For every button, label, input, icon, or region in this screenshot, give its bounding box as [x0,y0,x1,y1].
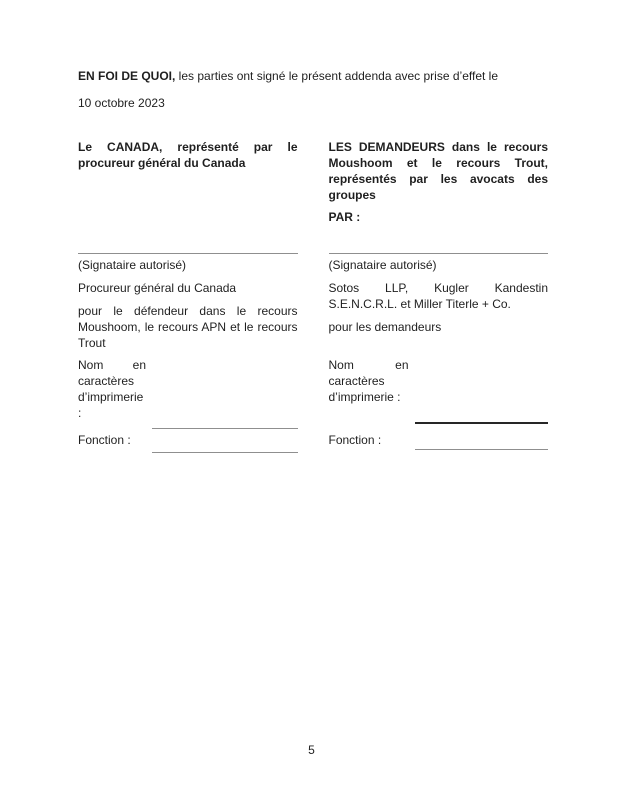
intro-bold-text: EN FOI DE QUOI, [78,69,176,83]
signatory-role: pour le défendeur dans le recours Moushoom, le recours APN et le recours Trout [78,304,298,350]
printed-name-line [152,428,298,429]
signatory-role: pour les demandeurs [328,320,442,334]
printed-name-label: Nom en caractères d’imprimerie : [328,358,409,404]
function-label: Fonction : [78,433,131,447]
function-row [329,432,549,448]
signatory-details [329,257,549,357]
printed-name-row [78,357,298,421]
par-label: PAR : [328,210,361,224]
signature-block-canada [78,139,298,448]
signature-caption: (Signataire autorisé) [78,258,187,272]
printed-name-label: Nom en caractères d’imprimerie : [78,358,146,420]
party-heading-area [329,139,549,253]
signatory-details [78,257,298,357]
intro-line [78,68,548,84]
effective-date: 10 octobre 2023 [78,96,165,110]
party-heading-area [78,139,298,253]
page-content [78,68,548,448]
signature-columns [78,139,548,448]
signature-line [78,253,298,254]
signature-block-demandeurs [329,139,549,448]
function-line [415,449,549,450]
party-heading: Le CANADA, représenté par le procureur général du Canada [78,140,298,170]
intro-regular-text: les parties ont signé le présent addenda avec prise d’effet le [175,69,498,83]
effective-date-clause [78,68,548,111]
printed-name-row [329,357,549,405]
function-row [78,432,298,448]
page-number: 5 [308,743,315,757]
party-heading: LES DEMANDEURS dans le recours Moushoom et le recours Trout, représentés par les avocats des groupes [328,140,548,202]
signatory-name: Sotos LLP, Kugler Kandestin S.E.N.C.R.L. et Miller Titerle + Co. [328,281,548,311]
function-line [152,452,298,453]
signatory-name: Procureur général du Canada [78,281,237,295]
function-label: Fonction : [328,433,382,447]
printed-name-line [415,422,549,424]
signature-line [329,253,549,254]
signature-caption: (Signataire autorisé) [328,258,437,272]
